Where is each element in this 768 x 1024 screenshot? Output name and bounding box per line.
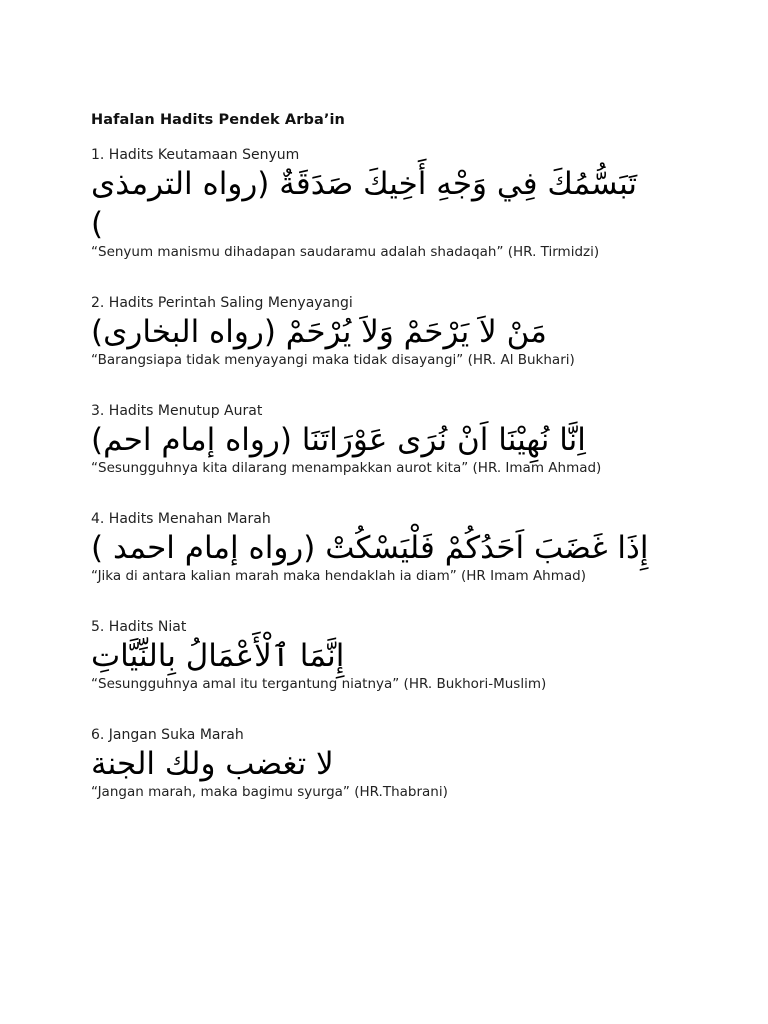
hadith-arabic-text: إِذَا غَضَبَ اَحَدُكُمْ فَلْيَسْكُتْ (رواه إمام احمد ) xyxy=(91,530,649,566)
hadith-translation: “Sesungguhnya kita dilarang menampakkan aurot kita” (HR. Imam Ahmad) xyxy=(91,460,602,476)
hadith-section-4 xyxy=(91,511,691,585)
hadith-arabic-text: اِنَّا نُهِيْنَا اَنْ نُرَى عَوْرَاتَنَا (رواه إمام احم) xyxy=(91,422,586,458)
hadith-section-2 xyxy=(91,295,691,369)
hadith-translation: “Sesungguhnya amal itu tergantung niatnya” (HR. Bukhori-Muslim) xyxy=(91,676,547,692)
hadith-section-1 xyxy=(91,147,691,261)
hadith-arabic-text: إِنَّمَا ٱلْأَعْمَالُ بِالنِّيَّاتِ xyxy=(91,638,345,674)
document-page xyxy=(91,111,691,801)
hadith-arabic-text: تَبَسُّمُكَ فِي وَجْهِ أَخِيكَ صَدَقَةٌ (رواه الترمذى ) xyxy=(91,166,638,242)
hadith-heading: 5. Hadits Niat xyxy=(91,619,187,635)
document-title: Hafalan Hadits Pendek Arba’in xyxy=(91,112,345,128)
hadith-translation: “Jangan marah, maka bagimu syurga” (HR.Thabrani) xyxy=(91,784,448,800)
hadith-arabic-text: مَنْ لاَ يَرْحَمْ وَلاَ يُرْحَمْ (رواه البخارى) xyxy=(91,314,547,350)
hadith-heading: 3. Hadits Menutup Aurat xyxy=(91,403,263,419)
hadith-section-3 xyxy=(91,403,691,477)
hadith-translation: “Senyum manismu dihadapan saudaramu adalah shadaqah” (HR. Tirmidzi) xyxy=(91,244,600,260)
hadith-translation: “Barangsiapa tidak menyayangi maka tidak disayangi” (HR. Al Bukhari) xyxy=(91,352,575,368)
hadith-section-5 xyxy=(91,619,691,693)
hadith-heading: 6. Jangan Suka Marah xyxy=(91,727,244,743)
hadith-arabic-text: لا تغضب ولك الجنة xyxy=(91,746,334,782)
hadith-translation: “Jika di antara kalian marah maka hendaklah ia diam” (HR Imam Ahmad) xyxy=(91,568,586,584)
hadith-heading: 4. Hadits Menahan Marah xyxy=(91,511,271,527)
hadith-heading: 1. Hadits Keutamaan Senyum xyxy=(91,147,300,163)
hadith-heading: 2. Hadits Perintah Saling Menyayangi xyxy=(91,295,353,311)
hadith-section-6 xyxy=(91,727,691,801)
